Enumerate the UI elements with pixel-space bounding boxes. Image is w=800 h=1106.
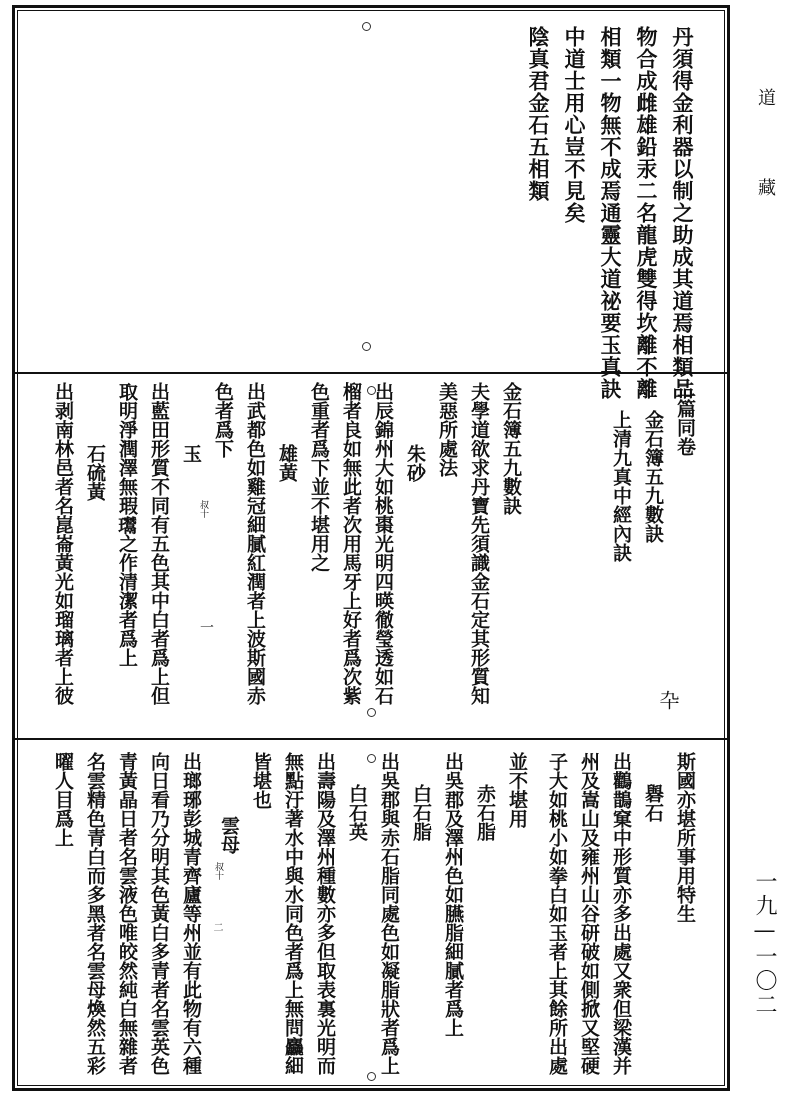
text-column: 雄黃 [276, 444, 298, 482]
dash-mark: 一 [198, 620, 214, 634]
text-column: 夫學道欲求丹寶先須識金石定其形質知 [468, 382, 490, 705]
text-column: 二篇同卷 [674, 380, 696, 456]
text-column: 出辰錦州大如桃棗光明四暎徹瑩透如石 [372, 382, 394, 705]
text-column: 出吳郡及澤州色如臙脂細膩者爲上 [442, 752, 464, 1037]
text-column: 美惡所處法 [436, 382, 458, 477]
small-note: 叔十 [198, 500, 208, 518]
circle-mark [367, 708, 376, 717]
text-column: 並不堪用 [506, 752, 528, 828]
text-column: 出武都色如雞冠細膩紅潤者上波斯國赤 [244, 382, 266, 705]
text-column: 出藍田形質不同有五色其中白者爲上但 [148, 382, 170, 705]
text-column: 白石英 [346, 784, 368, 841]
text-column: 青黃晶日者名雲液色唯皎然純白無雜者 [116, 752, 138, 1075]
text-column: 陰真君金石五相類 [526, 26, 551, 202]
text-column: 色者爲下 [212, 382, 234, 458]
text-column: 出鸛鵲窠中形質亦多出處又衆但梁漢并 [610, 752, 632, 1075]
text-column: 金石簿五九數訣 [642, 410, 664, 543]
circle-mark [367, 1072, 376, 1081]
text-column: 上清九真中經內訣 [610, 410, 632, 562]
text-column: 州及嵩山及雍州山谷研破如側掀又堅硬 [578, 752, 600, 1075]
text-column: 丹須得金利器以制之助成其道焉相類品 [670, 26, 695, 400]
text-column: 白石脂 [410, 784, 432, 841]
circle-mark [367, 754, 376, 763]
margin-title-zang: 藏 [755, 178, 776, 196]
section-divider-2 [15, 738, 727, 740]
text-column: 雲母 [218, 816, 240, 854]
small-note: 叔十 [213, 862, 223, 880]
circle-mark [367, 386, 376, 395]
text-column: 無點汙著水中與水同色者爲上無問麤細 [282, 752, 304, 1075]
text-column: 礜石 [642, 784, 664, 822]
text-column: 色重者爲下並不堪用之 [308, 382, 330, 572]
text-column: 石硫黃 [84, 444, 106, 501]
text-column: 向日看乃分明其色黃白多青者名雲英色 [148, 752, 170, 1075]
text-column: 取明淨潤澤無瑕𤫨之作清潔者爲上 [116, 382, 138, 667]
circle-mark [362, 22, 371, 31]
page-mark: 卆 [656, 690, 680, 710]
text-column: 金石簿五九數訣 [500, 382, 522, 515]
text-column: 名雲精色青白而多黑者名雲母煥然五彩 [84, 752, 106, 1075]
text-column: 皆堪也 [250, 752, 272, 809]
margin-title-dao: 道 [755, 88, 776, 106]
small-mark: 二 [211, 922, 222, 932]
circle-mark [362, 342, 371, 351]
text-column: 子大如桃小如拳白如玉者上其餘所出處 [546, 752, 568, 1075]
text-column: 出吳郡與赤石脂同處色如凝脂狀者爲上 [378, 752, 400, 1075]
text-column: 玉 [180, 444, 202, 463]
text-column: 出瑯琊彭城青齊廬等州並有此物有六種 [180, 752, 202, 1075]
text-column: 中道士用心豈不見矣 [562, 26, 587, 224]
text-column: 朱砂 [404, 444, 426, 482]
page-number: 一九—一〇二 [752, 870, 777, 1017]
text-column: 榴者良如無此者次用馬牙上好者爲次紫 [340, 382, 362, 705]
text-column: 曜人目爲上 [52, 752, 74, 847]
text-column: 出剥南林邑者名崑崙黃光如瑠璃者上彼 [52, 382, 74, 705]
text-column: 赤石脂 [474, 784, 496, 841]
text-column: 出壽陽及澤州種數亦多但取表裏光明而 [314, 752, 336, 1075]
text-column: 物合成雌雄鉛汞二名龍虎雙得坎離不離 [634, 26, 659, 400]
text-column: 相類一物無不成焉通靈大道祕要玉真訣 [598, 26, 623, 400]
text-column: 斯國亦堪所事用特生 [674, 752, 696, 923]
